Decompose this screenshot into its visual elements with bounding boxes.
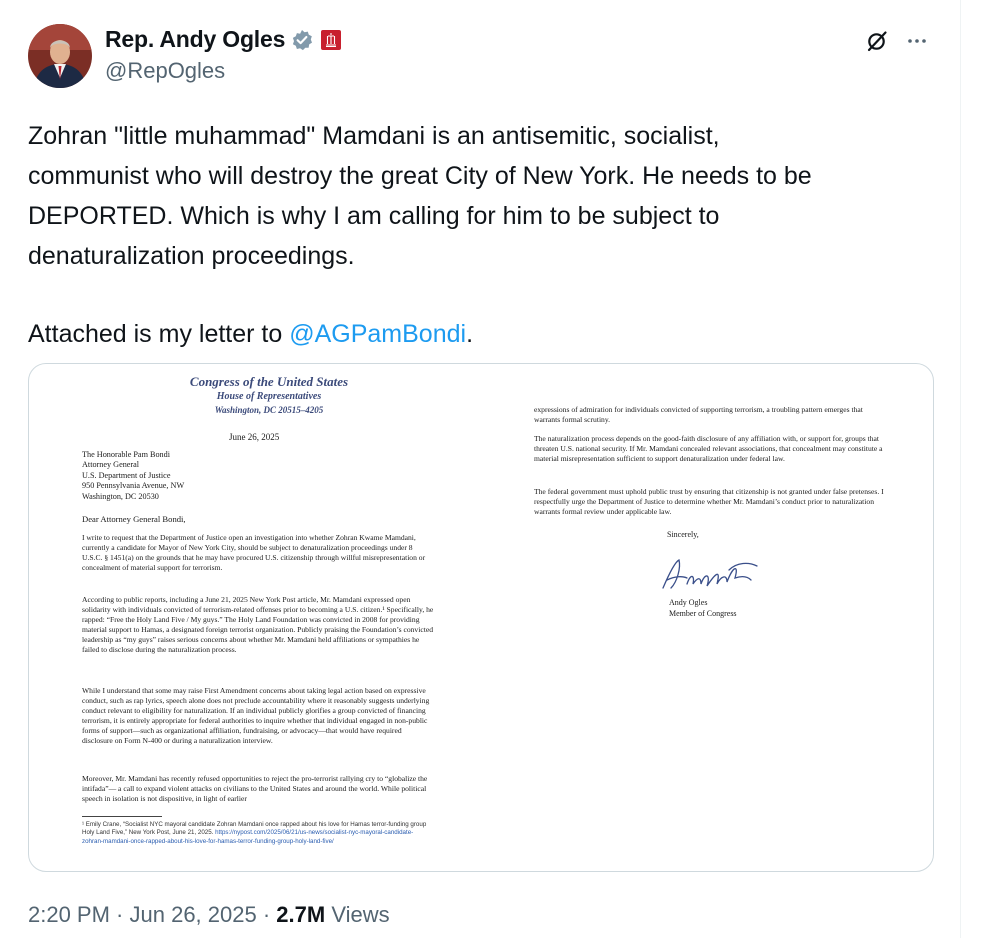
author-name-row <box>105 26 342 53</box>
paragraph-gap <box>28 276 948 314</box>
attached-letter-image[interactable] <box>28 363 934 872</box>
attach-suffix: . <box>466 320 474 348</box>
letter-paragraph: expressions of admiration for individuals convicted of supporting terrorism, a troubling pattern emerges that warrants formal scrutiny. <box>534 405 863 425</box>
address-line: U.S. Department of Justice <box>82 470 171 480</box>
more-dots-icon <box>905 29 929 53</box>
meta-separator: · <box>109 902 130 927</box>
address-line: 950 Pennsylvania Avenue, NW <box>82 481 185 491</box>
more-options-button[interactable] <box>902 26 932 56</box>
verified-badge-icon[interactable] <box>291 29 313 51</box>
signer-block <box>669 598 737 619</box>
author-display-name[interactable]: Rep. Andy Ogles <box>105 26 286 52</box>
tweet-time: 2:20 PM <box>28 902 110 927</box>
letter-paragraph: According to public reports, including a June 21, 2025 New York Post article, Mr. Mamdani expressed open solidarity with individuals convicted of terrorism-related offenses prior to becoming a U.S. citizen.¹ Specifically, he rapped: “Free the Holy Land Five / My guys.” The Holy Land Foundation was convicted in 2008 for providing material support to Hamas, a designated foreign terrorist organization. Publicly praising the Foundation’s convicted leadership as “my guys” raises serious concerns about whether Mr. Mamdani held affiliations or sympathies he failed to disclose during the naturalization process. <box>82 595 434 655</box>
attach-prefix: Attached is my letter to <box>28 320 290 348</box>
tweet-text <box>28 116 948 354</box>
tweet-text-line: communist who will destroy the great City of New York. He needs to be <box>28 162 812 190</box>
avatar-portrait-icon <box>28 24 92 88</box>
column-divider <box>960 0 961 938</box>
footnote-rule <box>82 816 162 817</box>
letter-paragraph: The federal government must uphold public trust by ensuring that citizenship is not granted under false pretenses. I respectfully urge the Department of Justice to determine whether Mr. Mamdani’s conduct prior to naturalization warrants formal review under applicable law. <box>534 487 884 517</box>
signer-title: Member of Congress <box>669 608 737 618</box>
letter-paragraph: Moreover, Mr. Mamdani has recently refused opportunities to reject the pro-terrorist rallying cry to “globalize the intifada”— a call to expand violent attacks on civilians to the United States and around the world. While political speech in isolation is not dispositive, in light of earlier <box>82 774 428 804</box>
salutation: Dear Attorney General Bondi, <box>82 514 186 524</box>
address-line: Washington, DC 20530 <box>82 491 159 501</box>
views-count: 2.7M <box>276 902 326 927</box>
address-line: The Honorable Pam Bondi <box>82 450 170 459</box>
letter-paragraph: I write to request that the Department of Justice open an investigation into whether Zohran Kwame Mamdani, currently a candidate for Mayor of New York City, should be subject to denaturalization proceedings under 8 U.S.C. § 1451(a) on the grounds that he may have procured U.S. citizenship through willful misrepresentation or concealment of material support for terrorism. <box>82 533 426 573</box>
avatar[interactable] <box>28 24 92 88</box>
tweet-text-line: DEPORTED. Which is why I am calling for him to be subject to <box>28 202 720 230</box>
grok-icon <box>865 29 889 53</box>
signature-icon <box>657 554 767 596</box>
grok-button[interactable] <box>862 26 892 56</box>
letter-paragraph: While I understand that some may raise First Amendment concerns about taking legal action based on expressive conduct, such as rap lyrics, speech alone does not preclude accountability where it reasonably suggests underlying conduct relevant to eligibility for naturalization. If an individual publicly glorifies a group convicted of financing terrorism, it is entirely appropriate for federal authorities to inquire whether that individual engaged in non-public forms of support—such as organizational affiliation, fundraising, or advocacy—that would have required disclosure on Form N-400 or during a naturalization interview. <box>82 686 430 746</box>
views-label: Views <box>325 902 390 927</box>
author-handle[interactable]: @RepOgles <box>105 58 226 83</box>
tweet-date: Jun 26, 2025 <box>129 902 257 927</box>
closing: Sincerely, <box>667 530 699 539</box>
footnote <box>82 821 432 846</box>
mention-link[interactable]: @AGPamBondi <box>289 320 467 348</box>
tweet-attachment-line <box>28 314 948 354</box>
tweet-timestamp[interactable] <box>28 902 257 927</box>
signer-name: Andy Ogles <box>669 598 708 607</box>
house-seal-flag-icon[interactable] <box>320 29 342 51</box>
letterhead-title: Congress of the United States <box>189 374 349 389</box>
tweet-text-line: denaturalization proceedings. <box>28 242 355 270</box>
tweet-meta <box>28 902 390 928</box>
footnote-text: ¹ Emily Crane, “Socialist NYC mayoral candidate Zohran Mamdani once rapped about his love for Hamas terror-funding group Holy Land Five,” New York Post, June 21, 2025. <box>82 821 427 837</box>
tweet-text-line: Zohran "little muhammad" Mamdani is an antisemitic, socialist, <box>28 122 720 150</box>
letter-paragraph: The naturalization process depends on the good-faith disclosure of any affiliation with, or support for, groups that threaten U.S. national security. If Mr. Mamdani concealed relevant associations, that concealment may constitute a material misrepresentation sufficient to support denaturalization under federal law. <box>534 434 883 464</box>
letter-date: June 26, 2025 <box>229 432 280 442</box>
meta-separator: · <box>256 902 277 927</box>
letterhead-address: Washington, DC 20515–4205 <box>214 405 324 415</box>
recipient-address <box>82 450 184 502</box>
address-line: Attorney General <box>82 460 140 470</box>
letterhead-house: House of Representatives <box>216 391 322 402</box>
footnote-link: https://nypost.com/2025/06/21/us-news/socialist-nyc-mayoral-candidate-zohran-mamdani-once-rapped-about-his-love-for-hamas-terror-funding-group-holy-land-five/ <box>82 829 414 845</box>
